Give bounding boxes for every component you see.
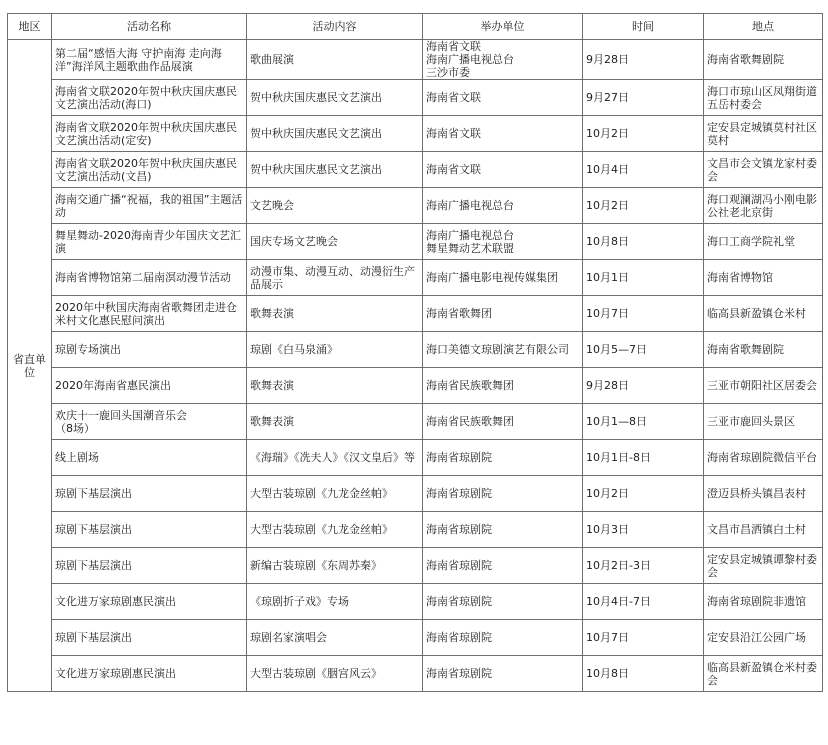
place-cell: 三亚市鹿回头景区 <box>704 404 823 440</box>
activity-content-cell: 贺中秋庆国庆惠民文艺演出 <box>247 152 423 188</box>
table-row <box>8 260 823 296</box>
organizer-cell: 海南省琼剧院 <box>423 440 583 476</box>
activity-content-cell: 琼剧《白马泉涌》 <box>247 332 423 368</box>
organizer-cell: 海南省歌舞团 <box>423 296 583 332</box>
time-cell: 10月4日 <box>583 152 704 188</box>
table-row <box>8 620 823 656</box>
organizer-cell: 海南省琼剧院 <box>423 656 583 692</box>
header-activity-content: 活动内容 <box>247 14 423 40</box>
activity-content-cell: 大型古装琼剧《九龙金丝帕》 <box>247 512 423 548</box>
activity-name-cell: 第二届“感悟大海 守护南海 走向海洋”海洋风主题歌曲作品展演 <box>52 40 247 80</box>
organizer-cell: 海南省琼剧院 <box>423 548 583 584</box>
activity-name-cell: 海南省博物馆第二届南溟动漫节活动 <box>52 260 247 296</box>
activity-name-cell: 2020年海南省惠民演出 <box>52 368 247 404</box>
activity-name-cell: 欢庆十一鹿回头国潮音乐会 （8场） <box>52 404 247 440</box>
table-row <box>8 548 823 584</box>
time-cell: 10月7日 <box>583 296 704 332</box>
place-cell: 海南省琼剧院微信平台 <box>704 440 823 476</box>
organizer-cell: 海南省民族歌舞团 <box>423 404 583 440</box>
place-cell: 海南省博物馆 <box>704 260 823 296</box>
organizer-cell: 海南广播电视总台 <box>423 188 583 224</box>
time-cell: 10月4日-7日 <box>583 584 704 620</box>
activity-name-cell: 琼剧下基层演出 <box>52 620 247 656</box>
table-row <box>8 224 823 260</box>
place-cell: 文昌市会文镇龙家村委会 <box>704 152 823 188</box>
activity-name-cell: 海南交通广播“祝福，我的祖国”主题活动 <box>52 188 247 224</box>
organizer-cell: 海南广播电影电视传媒集团 <box>423 260 583 296</box>
time-cell: 9月28日 <box>583 368 704 404</box>
place-cell: 临高县新盈镇仓米村委会 <box>704 656 823 692</box>
place-cell: 海口工商学院礼堂 <box>704 224 823 260</box>
time-cell: 10月3日 <box>583 512 704 548</box>
table-row <box>8 404 823 440</box>
place-cell: 三亚市朝阳社区居委会 <box>704 368 823 404</box>
time-cell: 10月1—8日 <box>583 404 704 440</box>
time-cell: 9月27日 <box>583 80 704 116</box>
activity-content-cell: 歌曲展演 <box>247 40 423 80</box>
activity-content-cell: 国庆专场文艺晚会 <box>247 224 423 260</box>
organizer-cell: 海南省文联 <box>423 80 583 116</box>
time-cell: 10月1日 <box>583 260 704 296</box>
place-cell: 定安县定城镇谭黎村委会 <box>704 548 823 584</box>
activity-name-cell: 2020年中秋国庆海南省歌舞团走进仓米村文化惠民慰问演出 <box>52 296 247 332</box>
time-cell: 10月2日 <box>583 188 704 224</box>
place-cell: 海南省歌舞剧院 <box>704 40 823 80</box>
organizer-cell: 海南广播电视总台 舞星舞动艺术联盟 <box>423 224 583 260</box>
activity-content-cell: 动漫市集、动漫互动、动漫衍生产品展示 <box>247 260 423 296</box>
time-cell: 9月28日 <box>583 40 704 80</box>
activity-name-cell: 琼剧下基层演出 <box>52 512 247 548</box>
organizer-cell: 海南省文联 海南广播电视总台 三沙市委 <box>423 40 583 80</box>
time-cell: 10月2日 <box>583 476 704 512</box>
region-cell: 省直单位 <box>8 40 52 692</box>
activity-name-cell: 文化进万家琼剧惠民演出 <box>52 584 247 620</box>
place-cell: 海口观澜湖冯小刚电影公社老北京街 <box>704 188 823 224</box>
table-row <box>8 152 823 188</box>
organizer-cell: 海南省文联 <box>423 152 583 188</box>
place-cell: 海口市琼山区凤翔街道五岳村委会 <box>704 80 823 116</box>
header-organizer: 举办单位 <box>423 14 583 40</box>
time-cell: 10月2日 <box>583 116 704 152</box>
time-cell: 10月2日-3日 <box>583 548 704 584</box>
activity-content-cell: 歌舞表演 <box>247 404 423 440</box>
activity-name-cell: 线上剧场 <box>52 440 247 476</box>
header-activity-name: 活动名称 <box>52 14 247 40</box>
table-row <box>8 656 823 692</box>
place-cell: 临高县新盈镇仓米村 <box>704 296 823 332</box>
activity-name-cell: 琼剧下基层演出 <box>52 476 247 512</box>
activity-content-cell: 大型古装琼剧《胭宫风云》 <box>247 656 423 692</box>
activity-name-cell: 海南省文联2020年贺中秋庆国庆惠民文艺演出活动(定安) <box>52 116 247 152</box>
organizer-cell: 海南省民族歌舞团 <box>423 368 583 404</box>
table-row <box>8 584 823 620</box>
organizer-cell: 海南省琼剧院 <box>423 584 583 620</box>
table-row <box>8 512 823 548</box>
activity-content-cell: 《琼剧折子戏》专场 <box>247 584 423 620</box>
activity-content-cell: 琼剧名家演唱会 <box>247 620 423 656</box>
table-row <box>8 116 823 152</box>
activity-content-cell: 大型古装琼剧《九龙金丝帕》 <box>247 476 423 512</box>
place-cell: 澄迈县桥头镇昌表村 <box>704 476 823 512</box>
activity-name-cell: 海南省文联2020年贺中秋庆国庆惠民文艺演出活动(文昌) <box>52 152 247 188</box>
time-cell: 10月8日 <box>583 656 704 692</box>
time-cell: 10月1日-8日 <box>583 440 704 476</box>
table-row <box>8 296 823 332</box>
activity-content-cell: 文艺晚会 <box>247 188 423 224</box>
activity-content-cell: 《海瑞》《冼夫人》《汉文皇后》等 <box>247 440 423 476</box>
table-row <box>8 368 823 404</box>
place-cell: 文昌市昌洒镇白土村 <box>704 512 823 548</box>
table-row <box>8 332 823 368</box>
time-cell: 10月8日 <box>583 224 704 260</box>
activity-content-cell: 歌舞表演 <box>247 296 423 332</box>
header-row <box>8 14 823 40</box>
activity-name-cell: 琼剧下基层演出 <box>52 548 247 584</box>
table-row <box>8 440 823 476</box>
activity-name-cell: 琼剧专场演出 <box>52 332 247 368</box>
time-cell: 10月5—7日 <box>583 332 704 368</box>
activity-name-cell: 文化进万家琼剧惠民演出 <box>52 656 247 692</box>
table-row <box>8 188 823 224</box>
activity-content-cell: 歌舞表演 <box>247 368 423 404</box>
table-row <box>8 40 823 80</box>
header-time: 时间 <box>583 14 704 40</box>
place-cell: 海南省琼剧院非遗馆 <box>704 584 823 620</box>
place-cell: 定安县沿江公园广场 <box>704 620 823 656</box>
activity-content-cell: 贺中秋庆国庆惠民文艺演出 <box>247 116 423 152</box>
organizer-cell: 海南省琼剧院 <box>423 512 583 548</box>
place-cell: 定安县定城镇莫村社区莫村 <box>704 116 823 152</box>
header-place: 地点 <box>704 14 823 40</box>
activity-name-cell: 海南省文联2020年贺中秋庆国庆惠民文艺演出活动(海口) <box>52 80 247 116</box>
activity-content-cell: 新编古装琼剧《东周苏秦》 <box>247 548 423 584</box>
organizer-cell: 海口美德文琼剧演艺有限公司 <box>423 332 583 368</box>
organizer-cell: 海南省文联 <box>423 116 583 152</box>
header-region: 地区 <box>8 14 52 40</box>
events-table <box>7 13 823 692</box>
activity-name-cell: 舞星舞动-2020海南青少年国庆文艺汇演 <box>52 224 247 260</box>
activity-content-cell: 贺中秋庆国庆惠民文艺演出 <box>247 80 423 116</box>
place-cell: 海南省歌舞剧院 <box>704 332 823 368</box>
time-cell: 10月7日 <box>583 620 704 656</box>
table-row <box>8 80 823 116</box>
organizer-cell: 海南省琼剧院 <box>423 620 583 656</box>
table-row <box>8 476 823 512</box>
organizer-cell: 海南省琼剧院 <box>423 476 583 512</box>
